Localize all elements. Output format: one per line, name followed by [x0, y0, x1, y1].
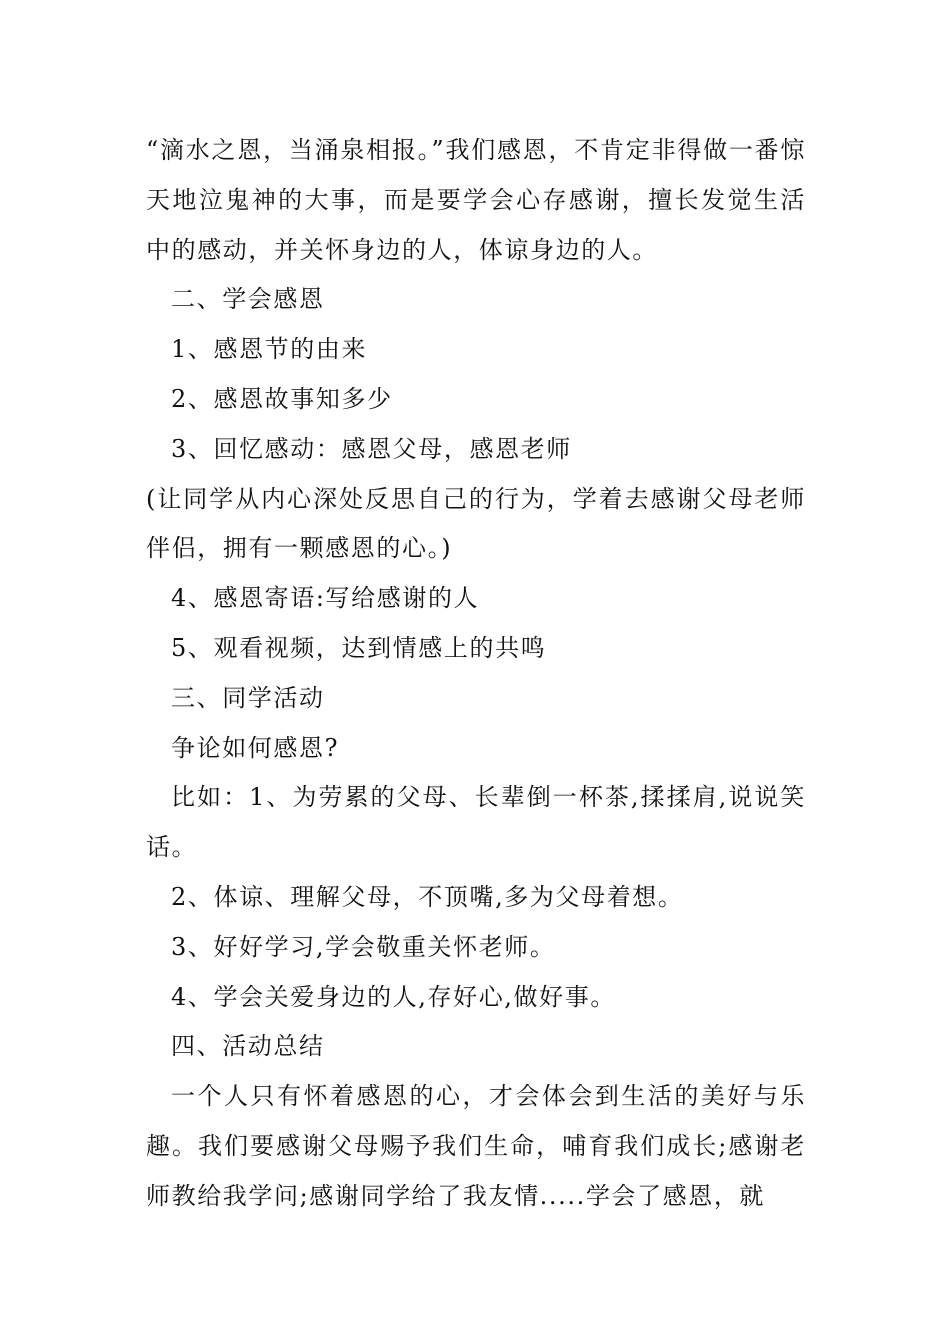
heading-learn-gratitude: 二、学会感恩	[171, 285, 325, 314]
heading-activity-summary: 四、活动总结	[171, 1032, 325, 1061]
example-item-1: 比如：1、为劳累的父母、长辈倒一杯茶,揉揉肩,说说笑话。	[146, 783, 806, 862]
paragraph-1: “滴水之恩，当涌泉相报。”我们感恩，不肯定非得做一番惊天地泣鬼神的大事，而是要学会心存感谢，擅长发觉生活中的感动，并关怀身边的人，体谅身边的人。	[146, 136, 806, 264]
example-item-4: 4、学会关爱身边的人,存好心,做好事。	[171, 982, 616, 1011]
document-body	[146, 126, 806, 1222]
list-item-5: 5、观看视频，达到情感上的共鸣	[171, 633, 547, 662]
paragraph-note: (让同学从内心深处反思自己的行为，学着去感谢父母老师伴侣，拥有一颗感恩的心。)	[146, 484, 806, 563]
list-item-1: 1、感恩节的由来	[171, 335, 368, 364]
paragraph-summary: 一个人只有怀着感恩的心，才会体会到生活的美好与乐趣。我们要感谢父母赐予我们生命，哺育我们成长;感谢老师教给我学问;感谢同学给了我友情.....学会了感恩，就	[146, 1082, 806, 1210]
paragraph-discussion: 争论如何感恩?	[171, 733, 340, 762]
list-item-4: 4、感恩寄语:写给感谢的人	[171, 584, 480, 613]
list-item-2: 2、感恩故事知多少	[171, 384, 393, 413]
list-item-3: 3、回忆感动：感恩父母，感恩老师	[171, 434, 572, 463]
example-item-3: 3、好好学习,学会敬重关怀老师。	[171, 932, 556, 961]
heading-student-activity: 三、同学活动	[171, 683, 325, 712]
example-item-2: 2、体谅、理解父母，不顶嘴,多为父母着想。	[171, 882, 684, 911]
